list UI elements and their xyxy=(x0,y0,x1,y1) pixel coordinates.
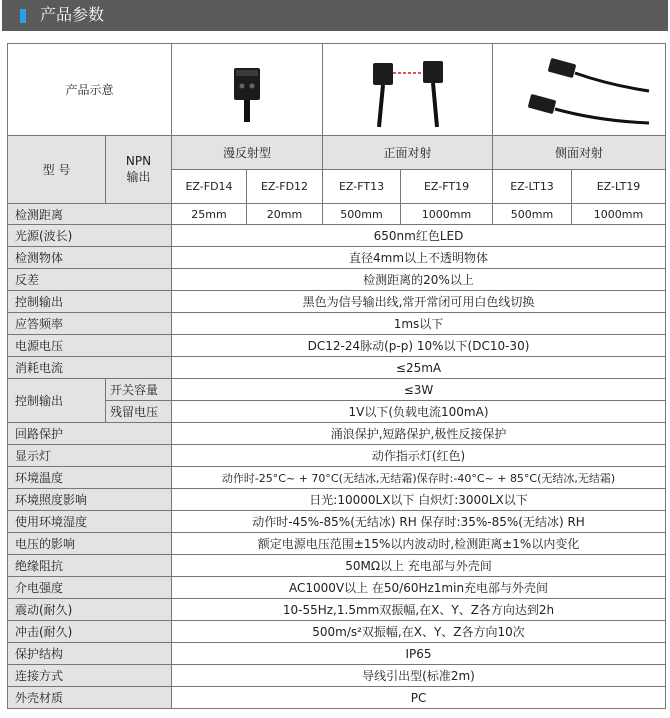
distance-value: 1000mm xyxy=(572,204,666,225)
row-value: 动作时-45%-85%(无结冰) RH 保存时:35%-85%(无结冰) RH xyxy=(172,511,666,533)
distance-value: 20mm xyxy=(247,204,323,225)
spec-row xyxy=(8,379,666,401)
spec-table xyxy=(7,43,666,709)
spec-row xyxy=(8,269,666,291)
npn-label: NPN xyxy=(125,154,152,168)
npn-output-label xyxy=(106,136,172,204)
product-image-ft xyxy=(323,44,493,136)
row-value: 动作时-25°C~ + 70°C(无结冰,无结霜)保存时:-40°C~ + 85°C(无结冰,无结霜) xyxy=(172,467,666,489)
row-value: 日光:10000LX以下 白炽灯:3000LX以下 xyxy=(172,489,666,511)
row-label: 环境温度 xyxy=(8,467,172,489)
row-label: 检测距离 xyxy=(8,204,172,225)
distance-row xyxy=(8,204,666,225)
product-image-lt xyxy=(493,44,666,136)
row-value: 检测距离的20%以上 xyxy=(172,269,666,291)
row-value: DC12-24脉动(p-p) 10%以下(DC10-30) xyxy=(172,335,666,357)
spec-row xyxy=(8,291,666,313)
model-cell: EZ-LT13 xyxy=(493,170,572,204)
model-cell: EZ-LT19 xyxy=(572,170,666,204)
row-label: 应答频率 xyxy=(8,313,172,335)
row-value: 导线引出型(标准2m) xyxy=(172,665,666,687)
row-label: 显示灯 xyxy=(8,445,172,467)
row-label: 外壳材质 xyxy=(8,687,172,709)
distance-value: 25mm xyxy=(172,204,247,225)
row-value: 650nm红色LED xyxy=(172,225,666,247)
row-value: 动作指示灯(红色) xyxy=(172,445,666,467)
row-label: 使用环境湿度 xyxy=(8,511,172,533)
row-value: 直径4mm以上不透明物体 xyxy=(172,247,666,269)
spec-row xyxy=(8,445,666,467)
row-label: 电源电压 xyxy=(8,335,172,357)
spec-row xyxy=(8,335,666,357)
model-cell: EZ-FD12 xyxy=(247,170,323,204)
row-value: 涌浪保护,短路保护,极性反接保护 xyxy=(172,423,666,445)
row-value: 500m/s²双振幅,在X、Y、Z各方向10次 xyxy=(172,621,666,643)
group-side-through: 侧面对射 xyxy=(493,136,666,170)
row-value: ≤25mA xyxy=(172,357,666,379)
output-label: 输出 xyxy=(126,170,151,184)
row-value: 黑色为信号输出线,常开常闭可用白色线切换 xyxy=(172,291,666,313)
product-label: 产品示意 xyxy=(8,44,172,136)
product-image-row xyxy=(8,44,666,136)
spec-row xyxy=(8,643,666,665)
row-label: 震动(耐久) xyxy=(8,599,172,621)
spec-row xyxy=(8,511,666,533)
spec-row xyxy=(8,401,666,423)
group-diffuse: 漫反射型 xyxy=(172,136,323,170)
spec-row xyxy=(8,357,666,379)
spec-row xyxy=(8,687,666,709)
row-label: 介电强度 xyxy=(8,577,172,599)
row-label: 控制输出 xyxy=(8,379,106,423)
row-label: 保护结构 xyxy=(8,643,172,665)
row-label: 环境照度影响 xyxy=(8,489,172,511)
through-beam-sensor-icon xyxy=(333,49,483,131)
row-value: 10-55Hz,1.5mm双振幅,在X、Y、Z各方向达到2h xyxy=(172,599,666,621)
header-accent-bar xyxy=(20,9,26,23)
row-label: 检测物体 xyxy=(8,247,172,269)
group-front-through: 正面对射 xyxy=(323,136,493,170)
product-image-fd xyxy=(172,44,323,136)
section-header xyxy=(2,0,668,31)
model-cell: EZ-FT13 xyxy=(323,170,401,204)
distance-value: 1000mm xyxy=(401,204,493,225)
row-label: 回路保护 xyxy=(8,423,172,445)
distance-value: 500mm xyxy=(493,204,572,225)
row-label: 冲击(耐久) xyxy=(8,621,172,643)
row-label: 光源(波长) xyxy=(8,225,172,247)
diffuse-sensor-icon xyxy=(212,50,282,130)
model-cell: EZ-FD14 xyxy=(172,170,247,204)
sub-row-label: 残留电压 xyxy=(106,401,172,423)
spec-row xyxy=(8,467,666,489)
row-value: IP65 xyxy=(172,643,666,665)
spec-row xyxy=(8,599,666,621)
row-label: 控制输出 xyxy=(8,291,172,313)
row-label: 反差 xyxy=(8,269,172,291)
row-label: 绝缘阻抗 xyxy=(8,555,172,577)
row-value: 1V以下(负载电流100mA) xyxy=(172,401,666,423)
spec-row xyxy=(8,423,666,445)
group-header-row xyxy=(8,136,666,170)
spec-row xyxy=(8,533,666,555)
model-cell: EZ-FT19 xyxy=(401,170,493,204)
spec-row xyxy=(8,225,666,247)
sub-row-label: 开关容量 xyxy=(106,379,172,401)
row-value: PC xyxy=(172,687,666,709)
model-label: 型 号 xyxy=(8,136,106,204)
row-value: AC1000V以上 在50/60Hz1min充电部与外壳间 xyxy=(172,577,666,599)
row-label: 消耗电流 xyxy=(8,357,172,379)
row-label: 电压的影响 xyxy=(8,533,172,555)
row-value: 50MΩ以上 充电部与外壳间 xyxy=(172,555,666,577)
row-label: 连接方式 xyxy=(8,665,172,687)
row-value: 额定电源电压范围±15%以内波动时,检测距离±1%以内变化 xyxy=(172,533,666,555)
spec-row xyxy=(8,621,666,643)
distance-value: 500mm xyxy=(323,204,401,225)
row-value: ≤3W xyxy=(172,379,666,401)
spec-row xyxy=(8,577,666,599)
spec-row xyxy=(8,665,666,687)
spec-row xyxy=(8,247,666,269)
section-title: 产品参数 xyxy=(40,5,105,24)
row-value: 1ms以下 xyxy=(172,313,666,335)
spec-row xyxy=(8,313,666,335)
spec-row xyxy=(8,555,666,577)
spec-row xyxy=(8,489,666,511)
side-through-beam-sensor-icon xyxy=(499,49,659,131)
